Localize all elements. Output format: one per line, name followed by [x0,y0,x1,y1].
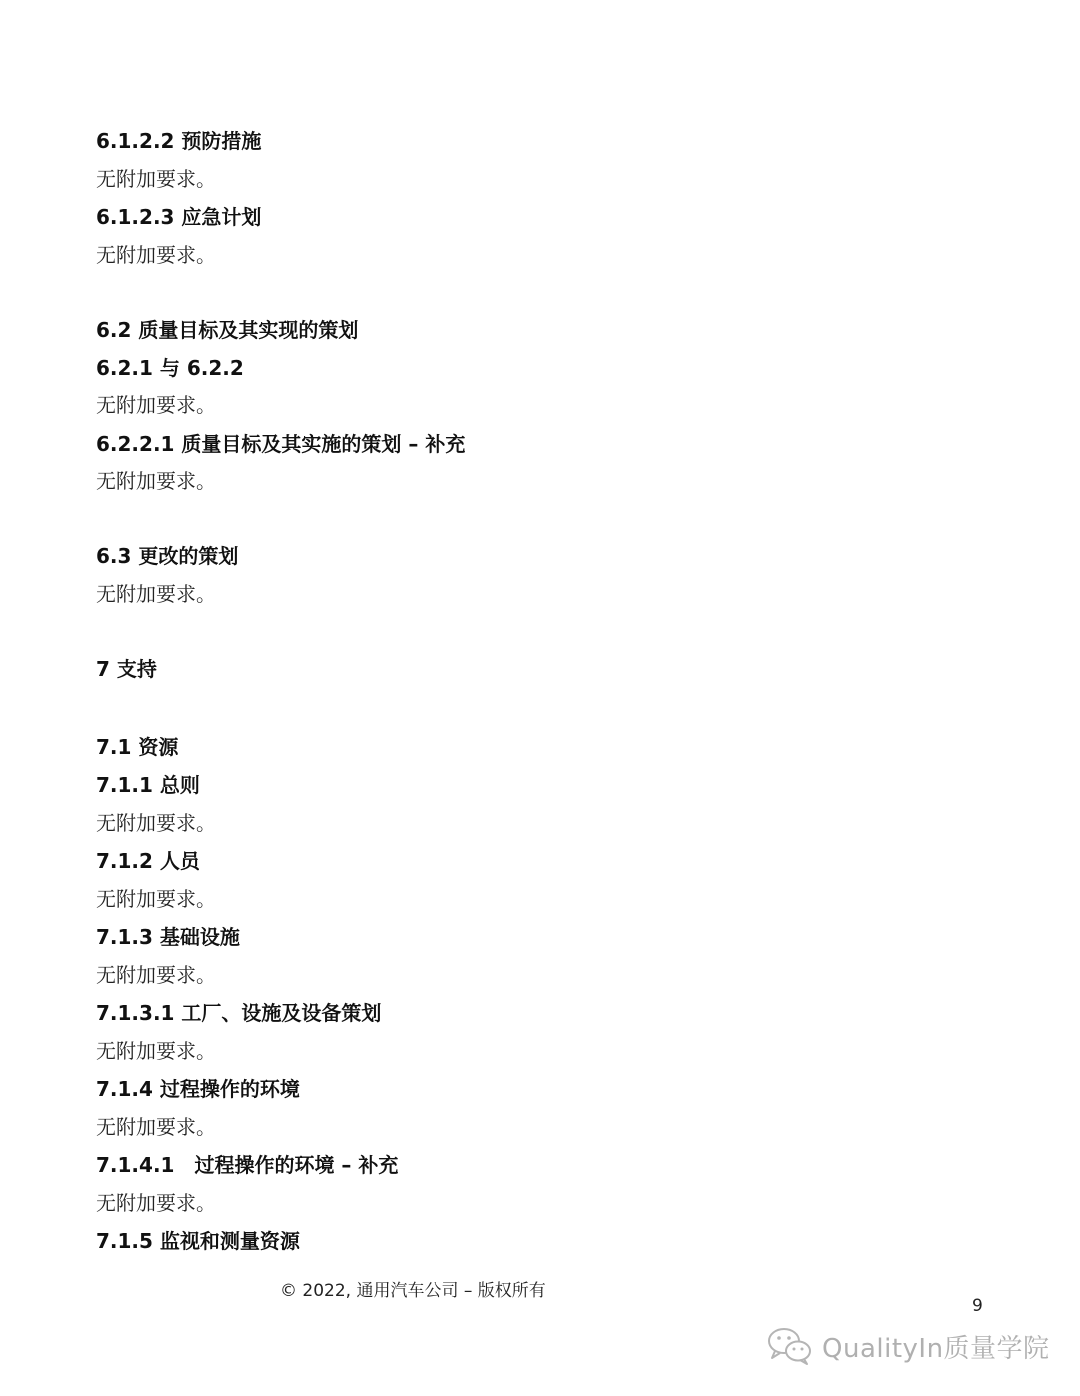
watermark [766,1324,1050,1368]
section-heading-6-2-2-1: 6.2.2.1 质量目标及其实施的策划 – 补充 [96,432,466,456]
section-heading-6-2: 6.2 质量目标及其实现的策划 [96,318,359,342]
section-body-6-2-1: 无附加要求。 [96,393,216,417]
section-body-7-1-4-1: 无附加要求。 [96,1191,216,1215]
section-body-7-1-3: 无附加要求。 [96,963,216,987]
section-heading-6-2-1: 6.2.1 与 6.2.2 [96,356,244,380]
section-heading-7-1-2: 7.1.2 人员 [96,849,200,873]
wechat-icon [766,1326,814,1366]
section-heading-6-1-2-2: 6.1.2.2 预防措施 [96,129,262,153]
section-body-7-1-3-1: 无附加要求。 [96,1039,216,1063]
watermark-text: QualityIn质量学院 [822,1333,1050,1364]
section-heading-7-1: 7.1 资源 [96,735,179,759]
page-number: 9 [972,1296,983,1316]
section-body-6-2-2-1: 无附加要求。 [96,469,216,493]
section-body-6-1-2-2: 无附加要求。 [96,167,216,191]
section-heading-7-1-3-1: 7.1.3.1 工厂、设施及设备策划 [96,1001,382,1025]
section-body-7-1-1: 无附加要求。 [96,811,216,835]
section-body-6-1-2-3: 无附加要求。 [96,243,216,267]
section-body-7-1-2: 无附加要求。 [96,887,216,911]
footer-copyright: © 2022, 通用汽车公司 – 版权所有 [280,1281,546,1301]
section-body-7-1-4: 无附加要求。 [96,1115,216,1139]
section-heading-6-1-2-3: 6.1.2.3 应急计划 [96,205,262,229]
section-heading-7-1-1: 7.1.1 总则 [96,773,200,797]
section-body-6-3: 无附加要求。 [96,582,216,606]
section-heading-7-1-4: 7.1.4 过程操作的环境 [96,1077,300,1101]
section-heading-7-1-5: 7.1.5 监视和测量资源 [96,1229,300,1253]
section-heading-6-3: 6.3 更改的策划 [96,544,239,568]
section-heading-7-1-4-1: 7.1.4.1 过程操作的环境 – 补充 [96,1153,399,1177]
section-heading-7: 7 支持 [96,657,157,681]
section-heading-7-1-3: 7.1.3 基础设施 [96,925,240,949]
